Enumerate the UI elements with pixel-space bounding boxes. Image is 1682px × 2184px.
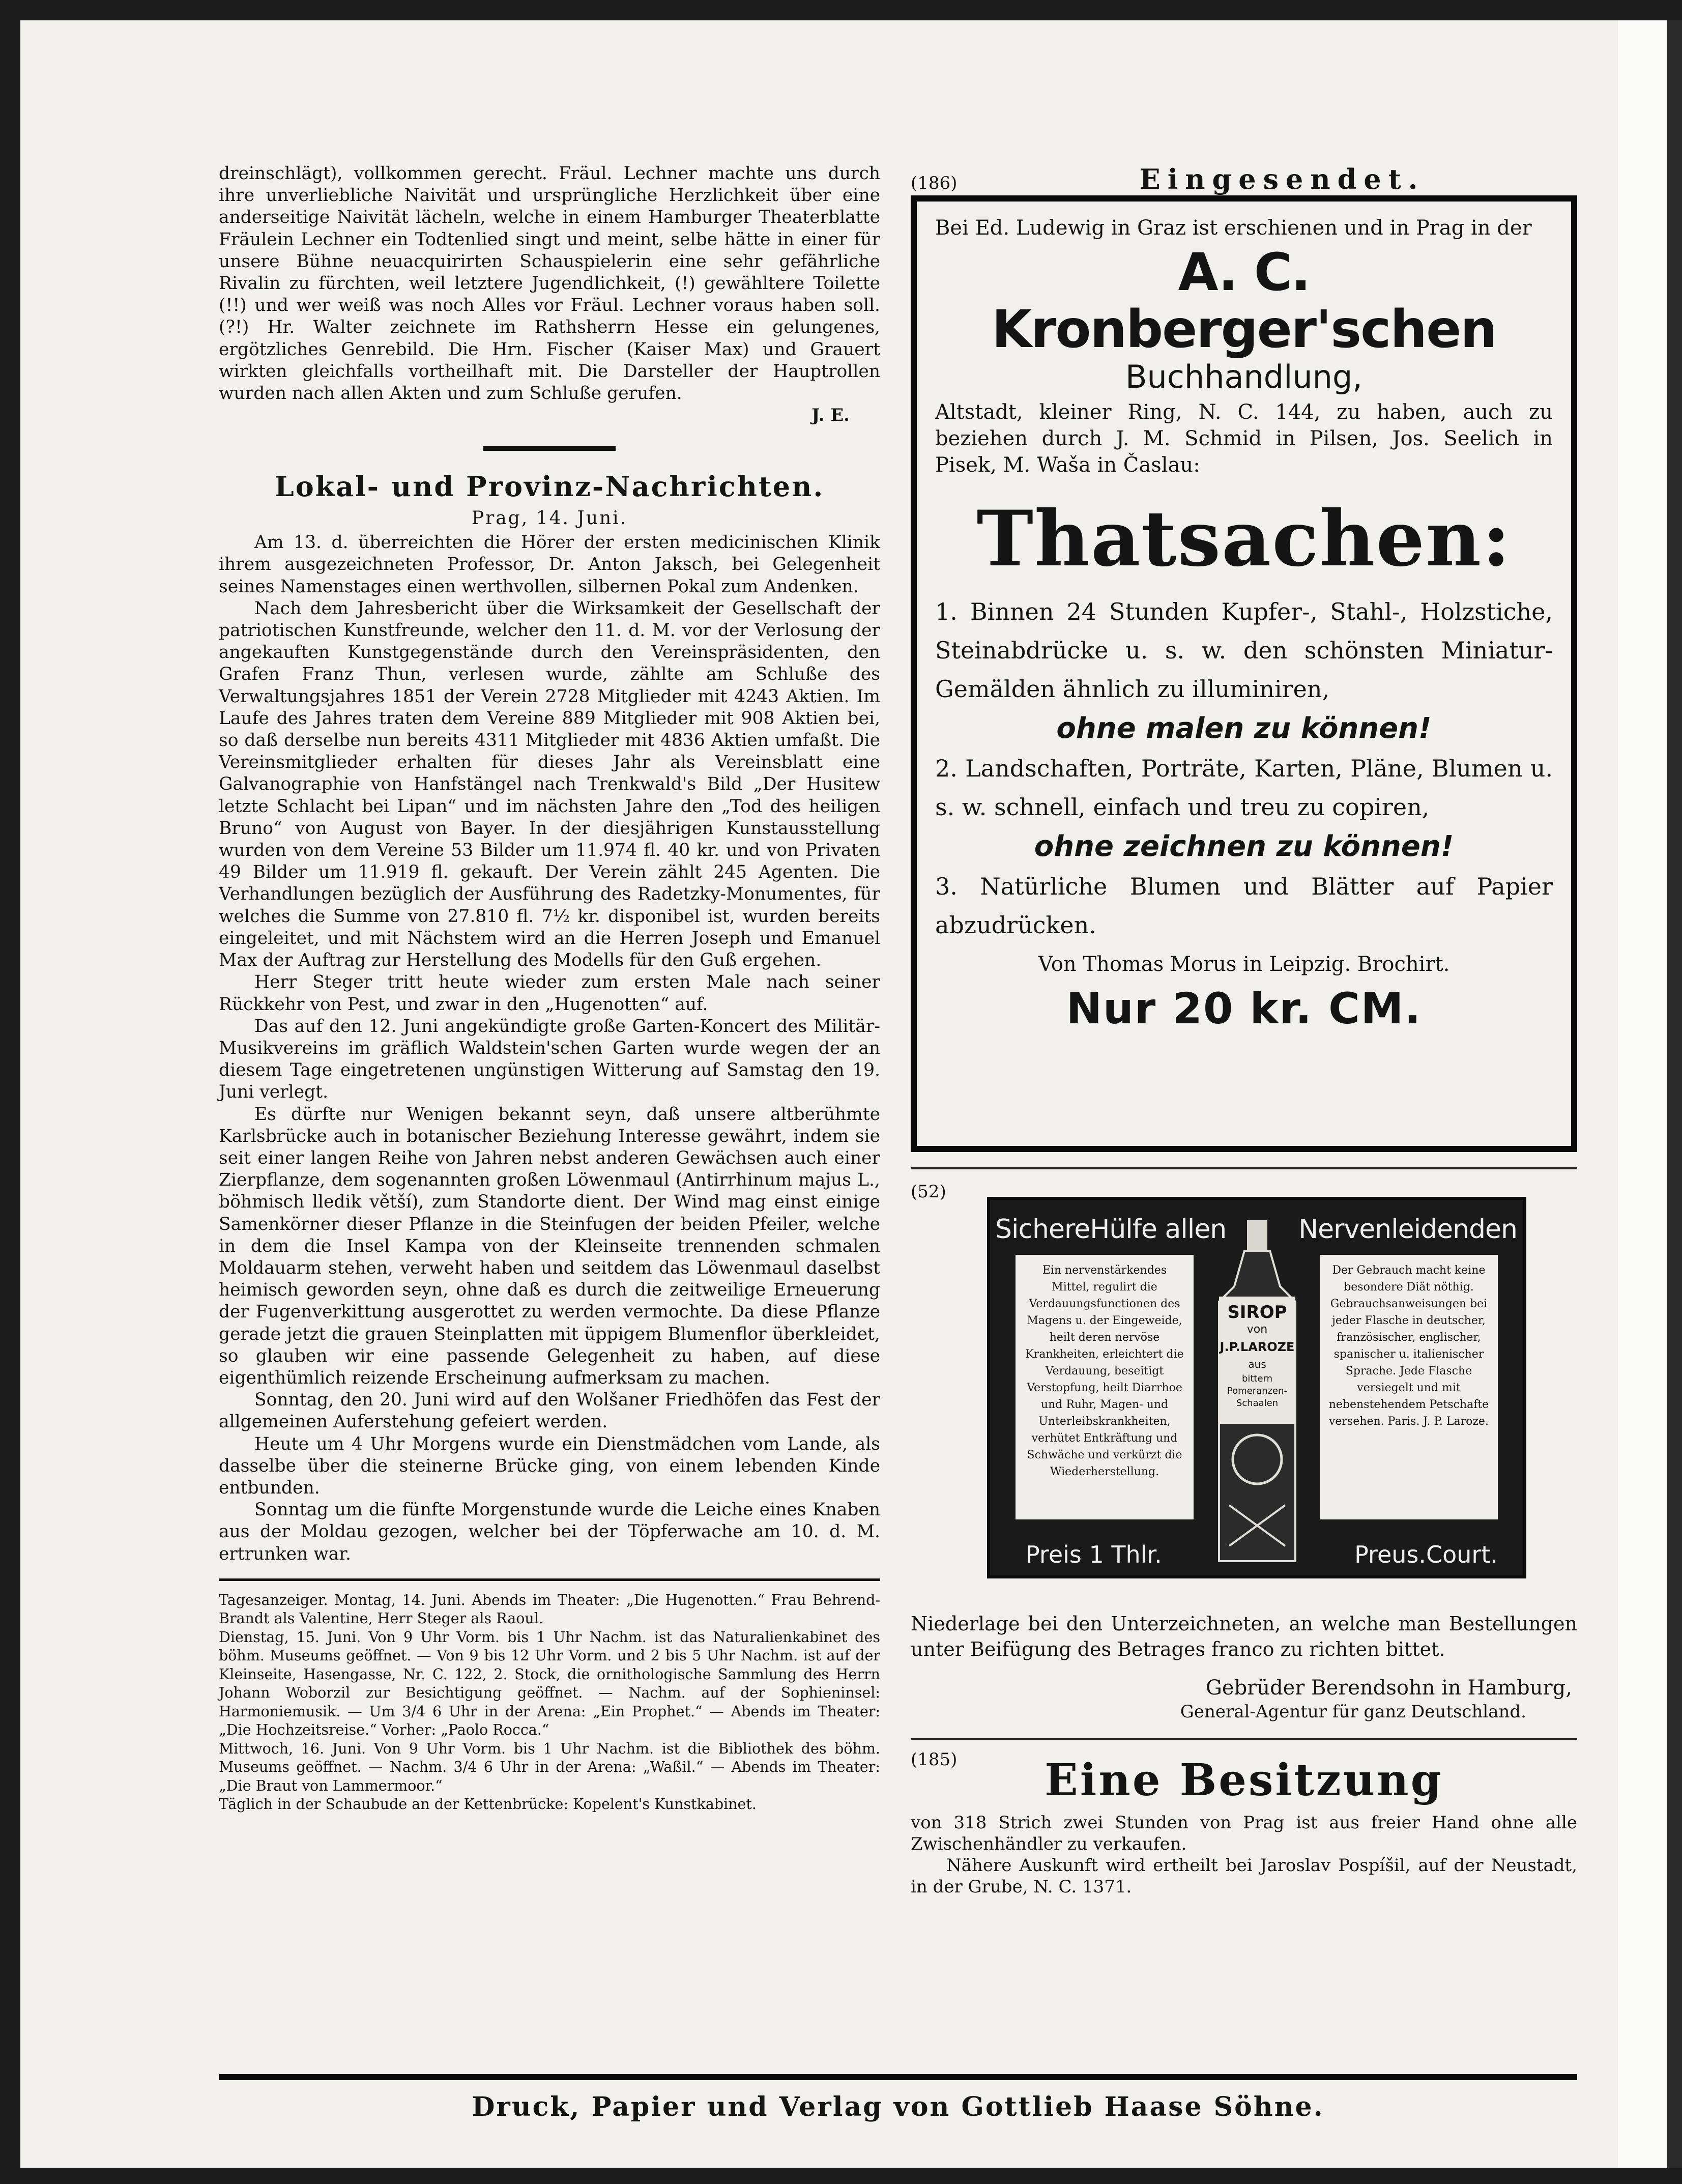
label-line: SIROP	[1227, 1302, 1287, 1323]
right-column	[911, 163, 1577, 1898]
besitzung-title: Eine Besitzung	[1045, 1755, 1443, 1806]
ad-emphasis-2: ohne zeichnen zu können!	[1034, 830, 1454, 863]
label-line: J.P.LAROZE	[1220, 1340, 1295, 1354]
eingesendet-title: Eingesendet.	[1139, 163, 1425, 195]
banner-right: Nervenleidenden	[1298, 1214, 1517, 1245]
ad-number: (186)	[911, 173, 958, 193]
ad-price: Nur 20 kr. CM.	[1066, 984, 1422, 1033]
news-item: Das auf den 12. Juni angekündigte große Garten-Koncert des Militär-Musikvereins im gräflich Waldstein'schen Garten wurde wegen der an diesem Tage eingetretenen ungünstigen Witterung auf Samstag den 19. Juni verlegt.	[219, 1016, 880, 1103]
bottle-label	[1219, 1297, 1295, 1424]
hamburg-notice: Niederlage bei den Unterzeichneten, an welche man Bestellungen unter Beifügung des Betrages franco zu richten bittet.	[911, 1613, 1577, 1660]
review-signature: J. E.	[811, 405, 850, 426]
news-item: Am 13. d. überreichten die Hörer der ersten medicinischen Klinik ihrem ausgezeichneten Professor, Dr. Anton Jaksch, bei Gelegenheit seines Namenstages einen werthvollen, silbernen Pokal zum Andenken.	[219, 532, 880, 597]
besitzung-text: von 318 Strich zwei Stunden von Prag ist aus freier Hand ohne alle Zwischenhändler zu verkaufen.	[911, 1813, 1577, 1854]
tagesanzeiger-rule	[219, 1578, 880, 1581]
news-item: Herr Steger tritt heute wieder zum ersten Male nach seiner Rückkehr von Pest, und zwar in den „Hugenotten“ auf.	[219, 972, 880, 1015]
ad-address: Altstadt, kleiner Ring, N. C. 144, zu haben, auch zu beziehen durch J. M. Schmid in Pilsen, Jos. Seelich in Pisek, M. Waša in Časlau:	[935, 400, 1553, 477]
tagesanzeiger-entry: Dienstag, 15. Juni. Von 9 Uhr Vorm. bis 1 Uhr Nachm. ist das Naturalienkabinet des böhm. Museums geöffnet. — Von 9 bis 12 Uhr Vorm. und 2 bis 5 Uhr Nachm. ist auf der Kleinseite, Hasengasse, Nr. C. 122, 2. Stock, die ornithologische Sammlung des Herrn Johann Woborzil zur Besichtigung geöffnet. — Nachm. auf der Sophieninsel: Harmoniemusik. — Um 3/4 6 Uhr in der Arena: „Ein Prophet.“ — Abends im Theater: „Die Hochzeitsreise.“ Vorher: „Paolo Rocca.“	[219, 1628, 880, 1739]
facing-page-strip	[1618, 20, 1667, 2168]
imprint-rule	[219, 2074, 1577, 2080]
bookshop-sub: Buchhandlung,	[1125, 358, 1363, 395]
section-title: Lokal- und Provinz-Nachrichten.	[274, 470, 825, 503]
sirop-ad	[911, 1179, 1577, 1611]
section-divider	[483, 446, 616, 451]
tagesanzeiger-entry: Mittwoch, 16. Juni. Von 9 Uhr Vorm. bis 1 Uhr Nachm. ist die Bibliothek des böhm. Museums geöffnet. — Nachm. 3/4 6 Uhr in der Arena: „Waßil.“ — Abends im Theater: „Die Braut von Lammermoor.“	[219, 1740, 880, 1794]
label-line: aus	[1248, 1358, 1266, 1370]
tagesanzeiger-entry: Tagesanzeiger. Montag, 14. Juni. Abends im Theater: „Die Hugenotten.“ Frau Behrend-Brandt als Valentine, Herr Steger als Raoul.	[219, 1591, 880, 1627]
firm-name: Gebrüder Berendsohn in Hamburg,	[1205, 1676, 1572, 1700]
sirop-illustration	[987, 1197, 1526, 1578]
eingesendet-header	[911, 163, 1577, 195]
besitzung-contact: Nähere Auskunft wird ertheilt bei Jaroslav Pospíšil, auf der Neustadt, in der Grube, N. C. 1371.	[911, 1855, 1577, 1897]
sirop-price-left: Preis 1 Thlr.	[1026, 1541, 1162, 1568]
news-item: Es dürfte nur Wenigen bekannt seyn, daß unsere altberühmte Karlsbrücke auch in botanischer Beziehung Interesse gewährt, indem sie seit einer langen Reihe von Jahren nebst anderen Gewächsen auch einer Zierpflanze, dem sogenannten großen Löwenmaul (Antirrhinum majus L., böhmisch lledik větší), zum Standorte dient. Der Wind mag einst einige Samenkörner dieser Pflanze in die Steinfugen der beiden Pfeiler, welche in dem die Insel Kampa von der Kleinseite trennenden schmalen Moldauarm stehen, verweht haben und seitdem das Löwenmaul daselbst heimisch geworden seyn, ohne daß es durch die zeitweilige Erneuerung der Fugenverkittung ausgerottet zu werden vermochte. Da diese Pflanze gerade jetzt die grauen Steinplatten mit üppigem Blumenflor überkleidet, so glauben wir eine passende Gelegenheit zu haben, auf diese eigenthümlich reizende Erscheinung aufmerksam zu machen.	[219, 1104, 880, 1388]
dateline: Prag, 14. Juni.	[471, 508, 628, 529]
ad-divider	[911, 1738, 1577, 1740]
label-line: bittern Pomeranzen-Schaalen	[1227, 1373, 1288, 1409]
tagesanzeiger-entry: Täglich in der Schaubude an der Kettenbrücke: Kopelent's Kunstkabinet.	[219, 1796, 757, 1813]
scan-border	[1667, 20, 1682, 2168]
ad-item-2: 2. Landschaften, Porträte, Karten, Pläne, Blumen u. s. w. schnell, einfach und treu zu copiren,	[935, 755, 1553, 821]
news-item: Heute um 4 Uhr Morgens wurde ein Dienstmädchen vom Lande, als dasselbe über die steinerne Brücke ging, von einem lebenden Kinde entbunden.	[219, 1433, 880, 1498]
sirop-left-panel: Ein nervenstärkendes Mittel, regulirt die Verdauungsfunctionen des Magens u. der Eingeweide, heilt deren nervöse Krankheiten, erleichtert die Verdauung, beseitigt Verstopfung, heilt Diarrhoe und Ruhr, Magen- und Unterleibskrankheiten, verhütet Entkräftung und Schwäche und verkürzt die Wiederherstellung.	[1016, 1255, 1194, 1519]
left-column	[219, 163, 880, 1814]
theater-review: dreinschlägt), vollkommen gerecht. Fräul. Lechner machte uns durch ihre unverliebliche Naivität und ursprüngliche Herzlichkeit über eine anderseitige Naivität lächeln, welche in einem Hamburger Theaterblatte Fräulein Lechner ein Todtenlied singt und meint, selbe hätte in einer für unsere Bühne neuacquirirten Schauspielerin eine sehr gefährliche Rivalin zu fürchten, weil letztere Jugendlichkeit, (!) gewähltere Toilette (!!) und wer weiß was noch Alles vor Fräul. Lechner voraus haben soll. (?!) Hr. Walter zeichnete im Rathsherrn Hesse ein gelungenes, ergötzliches Genrebild. Die Hrn. Fischer (Kaiser Max) und Grauert wirkten gleichfalls vortheilhaft mit. Die Darsteller der Hauptrollen wurden nach allen Akten und zum Schluße gerufen.	[219, 163, 880, 404]
ad-title: Thatsachen:	[976, 494, 1512, 584]
ad-author: Von Thomas Morus in Leipzig. Brochirt.	[1038, 953, 1450, 976]
besitzung-number: (185)	[911, 1749, 958, 1770]
banner-left: SichereHülfe allen	[995, 1214, 1227, 1245]
ad-intro: Bei Ed. Ludewig in Graz ist erschienen und in Prag in der	[935, 216, 1532, 240]
imprint: Druck, Papier und Verlag von Gottlieb Haase Söhne.	[472, 2091, 1324, 2122]
thatsachen-ad	[911, 195, 1577, 1152]
news-item: Nach dem Jahresbericht über die Wirksamkeit der Gesellschaft der patriotischen Kunstfreunde, welcher den 11. d. M. vor der Verlosung der angekauften Kunstgegenstände durch den Vereinspräsidenten, den Grafen Franz Thun, verlesen wurde, zählte am Schluße des Verwaltungsjahres 1851 der Verein 2728 Mitglieder mit 4243 Aktien. Im Laufe des Jahres traten dem Vereine 889 Mitglieder mit 908 Aktien bei, so daß derselbe nun bereits 4311 Mitglieder mit 4836 Aktien umfaßt. Die Vereinsmitglieder erhalten für dieses Jahr als Vereinsblatt eine Galvanographie von Hanfstängel nach Trenkwald's Bild „Der Husitew letzte Schlacht bei Lipan“ und im nächsten Jahre den „Tod des heiligen Bruno“ von August von Bayer. In der diesjährigen Kunstausstellung wurden von dem Vereine 53 Bilder um 11.974 fl. 40 kr. und von Privaten 49 Bilder um 11.919 fl. gekauft. Der Verein zählt 245 Agenten. Die Verhandlungen bezüglich der Ausführung des Radetzky-Monumentes, für welches die Summe von 27.810 fl. 7½ kr. disponibel ist, wurden bereits eingeleitet, und mit Nächstem wird an die Herren Joseph und Emanuel Max der Auftrag zur Herstellung des Modells für den Guß ergehen.	[219, 598, 880, 971]
label-line: von	[1246, 1323, 1268, 1336]
ad-divider	[911, 1167, 1577, 1169]
sirop-right-panel: Der Gebrauch macht keine besondere Diät nöthig. Gebrauchsanweisungen bei jeder Flasche in deutscher, französischer, englischer, spanischer u. italienischer Sprache. Jede Flasche versiegelt und mit nebenstehendem Petschafte versehen. Paris. J. P. Laroze.	[1320, 1255, 1498, 1519]
ad-item-3: 3. Natürliche Blumen und Blätter auf Papier abzudrücken.	[935, 873, 1553, 939]
sirop-price-right: Preus.Court.	[1354, 1541, 1498, 1568]
news-item: Sonntag, den 20. Juni wird auf den Wolšaner Friedhöfen das Fest der allgemeinen Auferstehung gefeiert werden.	[219, 1390, 880, 1432]
sirop-ad-number: (52)	[911, 1182, 946, 1202]
news-item: Sonntag um die fünfte Morgenstunde wurde die Leiche eines Knaben aus der Moldau gezogen, welcher bei der Töpferwache am 10. d. M. ertrunken war.	[219, 1500, 880, 1564]
ad-emphasis-1: ohne malen zu können!	[1056, 712, 1432, 745]
ad-item-1: 1. Binnen 24 Stunden Kupfer-, Stahl-, Holzstiche, Steinabdrücke u. s. w. den schönsten Miniatur-Gemälden ähnlich zu illuminiren,	[935, 598, 1553, 703]
bottle-icon	[1209, 1220, 1306, 1566]
bookshop-name: A. C. Kronberger'schen	[992, 242, 1496, 360]
firm-subtitle: General-Agentur für ganz Deutschland.	[1180, 1702, 1526, 1722]
